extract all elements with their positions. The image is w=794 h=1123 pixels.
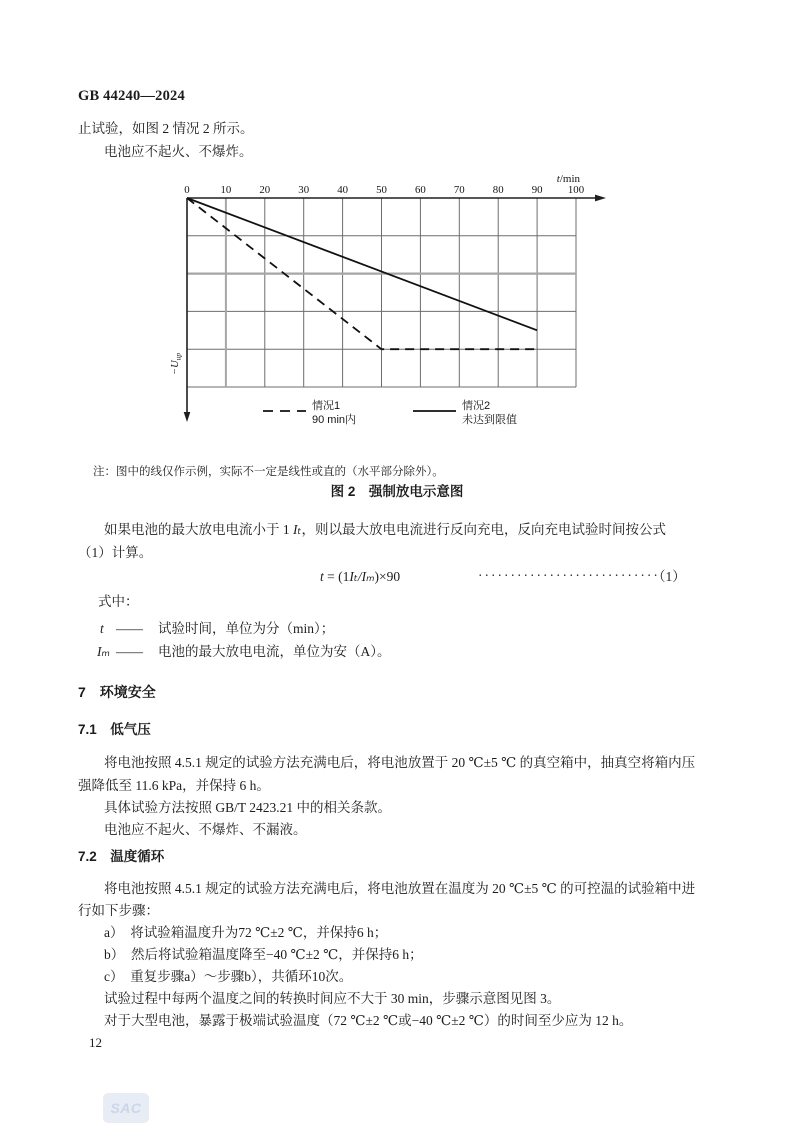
formula-intro-pre: 如果电池的最大放电电流小于 1: [104, 522, 293, 537]
sec72-paragraph2: 试验过程中每两个温度之间的转换时间应不大于 30 min，步骤示意图见图 3。: [104, 991, 561, 1006]
sec71-paragraph1-line2: 强降低至 11.6 kPa，并保持 6 h。: [78, 778, 270, 793]
section-7-heading: 7 环境安全: [78, 684, 156, 700]
formula-fraction: Iₜ/Iₘ: [349, 569, 375, 584]
section-7-2-heading: 7.2 温度循环: [78, 849, 165, 864]
formula-mid: = (1: [323, 569, 350, 584]
svg-text:80: 80: [492, 184, 504, 196]
svg-text:90: 90: [531, 184, 543, 196]
where-row1-dash: ——: [116, 621, 143, 636]
formula-intro-post: ，则以最大放电电流进行反向充电，反向充电试验时间按公式: [301, 522, 666, 537]
legend-case2-desc: 未达到限值: [462, 414, 517, 426]
y-axis-label: $-U_{up}$: [170, 352, 183, 375]
legend-case1-title: 情况1: [312, 400, 341, 412]
formula-var-t: t: [320, 569, 324, 584]
svg-text:50: 50: [376, 184, 387, 196]
formula-leader-dots: ····························: [478, 568, 660, 583]
sec72-paragraph3: 对于大型电池，暴露于极端试验温度（72 ℃±2 ℃或−40 ℃±2 ℃）的时间至少应为 12 h。: [104, 1013, 633, 1028]
x-tick-labels: [184, 184, 584, 196]
svg-text:100: 100: [567, 184, 585, 196]
x-axis-arrow-icon: [595, 195, 606, 202]
svg-text:10: 10: [220, 184, 232, 196]
sec72-paragraph1-line1: 将电池按照 4.5.1 规定的试验方法充满电后，将电池放置在温度为 20 ℃±5 ℃ 的可控温的试验箱中进: [104, 881, 696, 896]
sac-logo-text: SAC: [110, 1100, 142, 1116]
formula-intro-var: Iₜ: [293, 522, 302, 537]
formula-tail: )×90: [374, 569, 401, 584]
sec71-paragraph3: 电池应不起火、不爆炸、不漏液。: [104, 822, 307, 837]
svg-text:30: 30: [298, 184, 310, 196]
svg-text:60: 60: [415, 184, 426, 196]
x-axis-label: t/min: [556, 173, 580, 185]
legend-case1-desc: 90 min内: [312, 414, 357, 426]
sec72-step-c: c） 重复步骤a）～步骤b），共循环10次。: [104, 969, 353, 984]
discharge-chart-svg: [165, 168, 615, 430]
y-axis-arrow-icon: [184, 412, 191, 422]
sec72-step-a: a） 将试验箱温度升为72 ℃±2 ℃，并保持6 h；: [104, 925, 388, 940]
formula-intro-line-2: （1）计算。: [78, 545, 153, 560]
sec72-step-b: b） 然后将试验箱温度降至−40 ℃±2 ℃，并保持6 h；: [104, 947, 423, 962]
svg-text:20: 20: [259, 184, 271, 196]
sac-watermark-logo: [103, 1093, 149, 1123]
sec71-paragraph1-line1: 将电池按照 4.5.1 规定的试验方法充满电后，将电池放置于 20 ℃±5 ℃ 的真空箱中，抽真空将箱内压: [104, 755, 696, 770]
sec71-paragraph2: 具体试验方法按照 GB/T 2423.21 中的相关条款。: [104, 800, 392, 815]
grid: [187, 198, 576, 387]
page-number: 12: [89, 1035, 102, 1050]
figure-caption: 图 2 强制放电示意图: [330, 484, 464, 499]
svg-text:40: 40: [337, 184, 348, 196]
where-label: 式中：: [98, 594, 139, 609]
intro-line-2: 电池应不起火、不爆炸。: [104, 144, 253, 159]
formula-number: （1）: [652, 569, 686, 584]
intro-line-1: 止试验，如图 2 情况 2 所示。: [78, 121, 254, 136]
where-row2-symbol: Iₘ: [97, 644, 110, 659]
standard-code-header: GB 44240—2024: [78, 88, 185, 104]
svg-text:0: 0: [184, 184, 190, 196]
svg-text:70: 70: [453, 184, 465, 196]
where-row2-dash: ——: [116, 644, 143, 659]
figure-note: 注：图中的线仅作示例，实际不一定是线性或直的（水平部分除外）。: [93, 466, 444, 478]
sec72-paragraph1-line2: 行如下步骤：: [78, 903, 159, 918]
where-row1-desc: 试验时间，单位为分（min）；: [158, 621, 335, 636]
where-row2-desc: 电池的最大放电电流，单位为安（A）。: [158, 644, 391, 659]
formula-intro-line-1: [104, 522, 666, 538]
where-row1-symbol: t: [100, 621, 104, 636]
case2-line: [187, 198, 537, 330]
formula-expression: [320, 569, 400, 585]
legend-case2-title: 情况2: [462, 400, 491, 412]
section-7-1-heading: 7.1 低气压: [78, 722, 151, 737]
chart-legend: [263, 398, 517, 426]
